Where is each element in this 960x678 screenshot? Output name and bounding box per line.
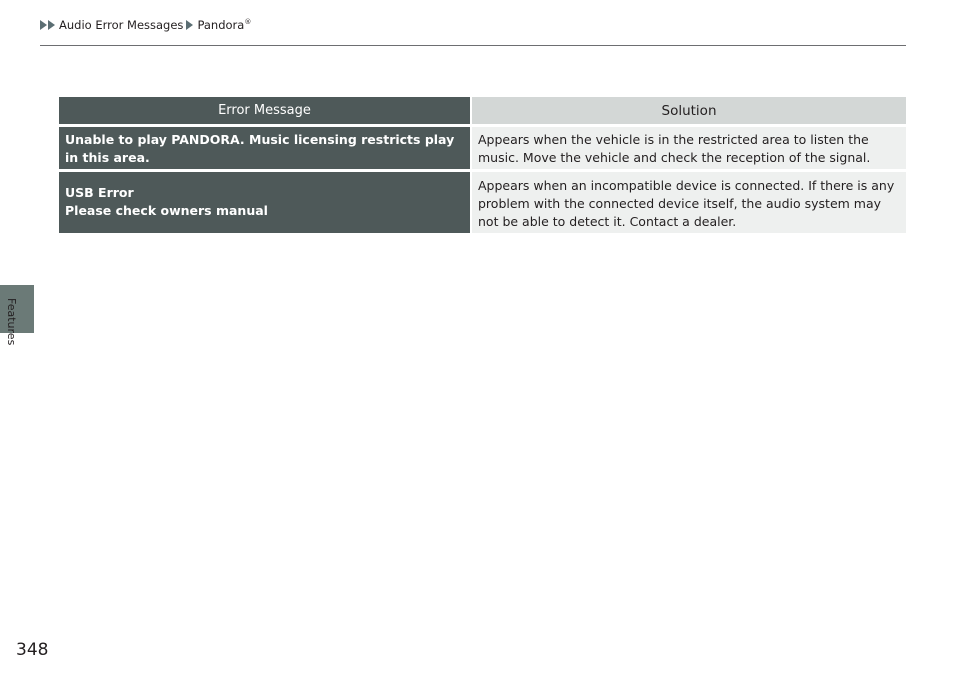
column-header-solution: Solution bbox=[472, 97, 906, 124]
breadcrumb-item-audio-error-messages[interactable]: Audio Error Messages bbox=[59, 18, 184, 32]
arrow-icon bbox=[186, 20, 193, 30]
column-header-error-message: Error Message bbox=[59, 97, 470, 124]
error-message-cell: Unable to play PANDORA. Music licensing restricts play in this area. bbox=[59, 127, 470, 169]
error-message-cell: USB Error Please check owners manual bbox=[59, 172, 470, 233]
header-divider bbox=[40, 45, 906, 46]
table-row bbox=[59, 127, 906, 169]
section-label: Features bbox=[5, 298, 18, 346]
table-row bbox=[59, 172, 906, 233]
section-label-container bbox=[4, 298, 18, 368]
page-number: 348 bbox=[16, 640, 49, 660]
solution-cell: Appears when the vehicle is in the restricted area to listen the music. Move the vehicle and check the reception of the signal. bbox=[472, 127, 906, 169]
table-header-row bbox=[59, 97, 906, 124]
breadcrumb-item-pandora[interactable] bbox=[197, 18, 251, 32]
solution-cell: Appears when an incompatible device is connected. If there is any problem with the connected device itself, the audio system may not be able to detect it. Contact a dealer. bbox=[472, 172, 906, 233]
breadcrumb bbox=[40, 18, 254, 32]
arrow-icon bbox=[40, 20, 47, 30]
breadcrumb-item-pandora-label: Pandora bbox=[197, 18, 245, 32]
arrow-icon bbox=[48, 20, 55, 30]
registered-mark: ® bbox=[244, 18, 252, 27]
error-message-table bbox=[59, 97, 906, 233]
